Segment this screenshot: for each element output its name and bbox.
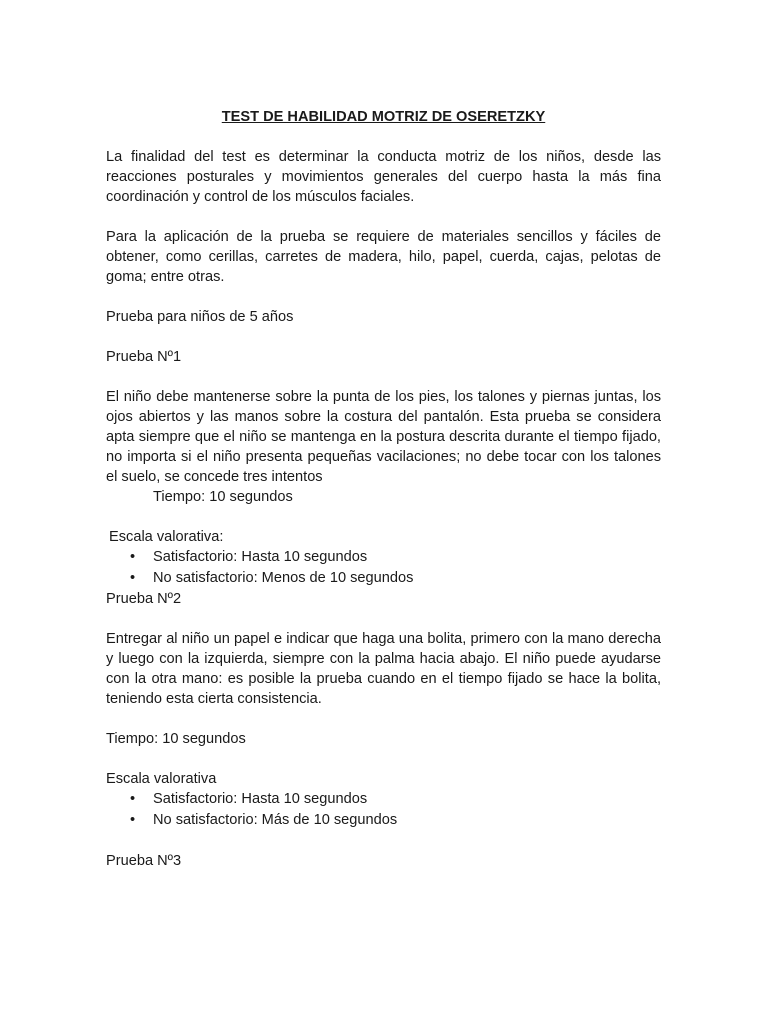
test1-scale-heading: Escala valorativa: [109, 529, 224, 545]
test2-time: Tiempo: 10 segundos [106, 731, 246, 747]
test1-scale-list [106, 547, 661, 589]
test3-heading: Prueba Nº3 [106, 853, 182, 869]
test2-description: Entregar al niño un papel e indicar que haga una bolita, primero con la mano derecha y luego con la izquierda, siempre con la palma hacia abajo. El niño puede ayudarse con la otra mano: es posible la prueba cuando en el tiempo fijado se hace la bolita, teniendo esta cierta consistencia. [106, 631, 661, 707]
intro-paragraph: La finalidad del test es determinar la conducta motriz de los niños, desde las reacciones posturales y movimientos generales del cuerpo hasta la más fina coordinación y control de los músculos faciales. [106, 149, 661, 205]
test1-description: El niño debe mantenerse sobre la punta de los pies, los talones y piernas juntas, los ojos abiertos y las manos sobre la costura del pantalón. Esta prueba se considera apta siempre que el niño se mantenga en la postura descrita durante el tiempo fijado, no importa si el niño presenta pequeñas vacilaciones; no debe tocar con los talones el suelo, se concede tres intentos [106, 389, 661, 485]
test1-heading: Prueba Nº1 [106, 349, 182, 365]
document-title: TEST DE HABILIDAD MOTRIZ DE OSERETZKY [221, 109, 546, 125]
list-item: • No satisfactorio: Más de 10 segundos [106, 810, 661, 831]
test2-scale-heading: Escala valorativa [106, 771, 217, 787]
list-item: • No satisfactorio: Menos de 10 segundos [106, 568, 661, 589]
age-heading: Prueba para niños de 5 años [106, 309, 294, 325]
test2-scale-list [106, 789, 661, 831]
test1-time: Tiempo: 10 segundos [153, 489, 293, 505]
document-page [106, 107, 661, 871]
list-item: • Satisfactorio: Hasta 10 segundos [106, 547, 661, 568]
test2-heading: Prueba Nº2 [106, 591, 182, 607]
list-item: • Satisfactorio: Hasta 10 segundos [106, 789, 661, 810]
materials-paragraph: Para la aplicación de la prueba se requiere de materiales sencillos y fáciles de obtener, como cerillas, carretes de madera, hilo, papel, cuerda, cajas, pelotas de goma; entre otras. [106, 229, 661, 285]
